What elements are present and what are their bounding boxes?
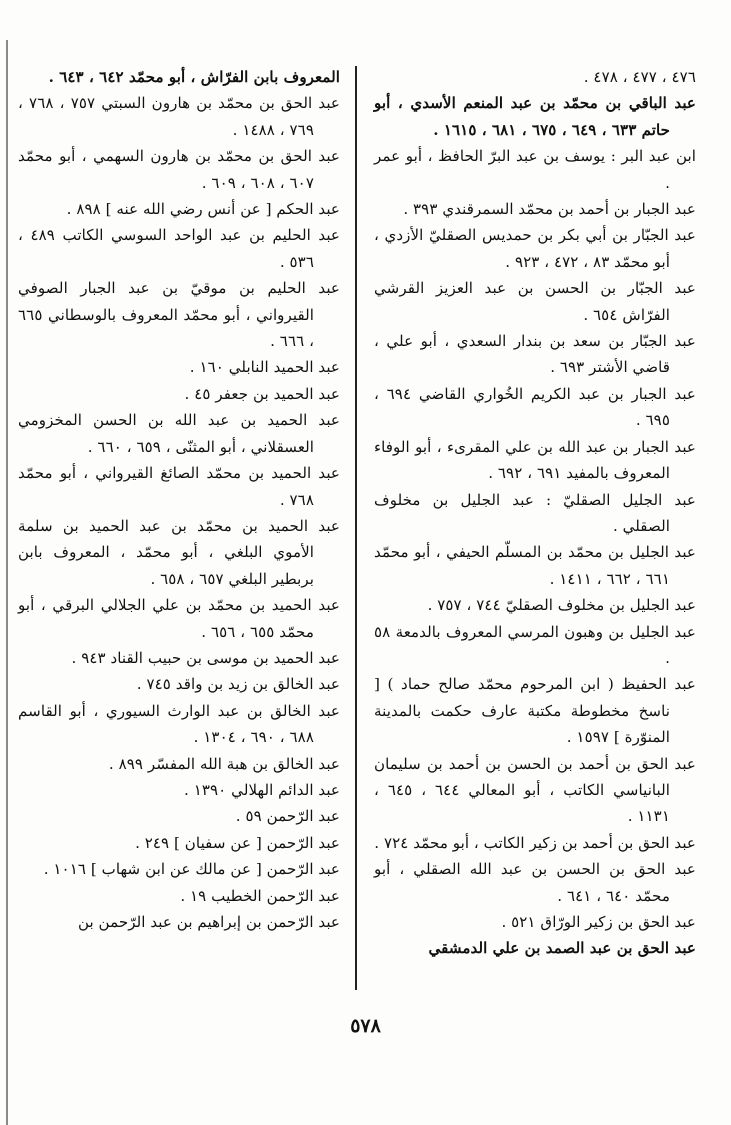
index-entry: عبد الرّحمن الخطيب ١٩ .	[180, 886, 340, 905]
index-entry: عبد الرّحمن ٥٩ .	[235, 807, 340, 826]
index-entry: عبد الحق بن محمّد بن هارون السهمي ، أبو محمّد ٦٠٧ ، ٦٠٨ ، ٦٠٩ .	[18, 147, 340, 192]
index-entry: عبد الجليل بن محمّد بن المسلّم الحيفي ، أبو محمّد ٦٦١ ، ٦٦٢ ، ١٤١١ .	[374, 543, 696, 588]
index-entry: عبد الجبار بن عبد الكريم الخُواري القاضي ٦٩٤ ، ٦٩٥ .	[374, 384, 696, 430]
index-entry: عبد الخالق بن زيد بن واقد ٧٤٥ .	[136, 675, 340, 694]
index-entry: عبد الخالق بن هبة الله المفسّر ٨٩٩ .	[108, 754, 340, 773]
index-entry: المعروف بابن الفرّاش ، أبو محمّد ٦٤٢ ، ٦٤٣ .	[48, 68, 340, 86]
index-entry: عبد الحميد بن جعفر ٤٥ .	[184, 384, 340, 403]
index-entry: عبد الحق بن أحمد بن الحسن بن أحمد بن سليمان البانياسي الكاتب ، أبو المعالي ٦٤٤ ، ٦٤٥ ، ١١٣١ .	[374, 754, 696, 826]
index-entry: عبد الجبّار بن الحسن بن عبد العزيز القرشي الفرّاش ٦٥٤ .	[374, 279, 696, 324]
index-entry: عبد الجليل بن مخلوف الصقليّ ٧٤٤ ، ٧٥٧ .	[427, 596, 696, 615]
index-entry: عبد الباقي بن محمّد بن عبد المنعم الأسدي ، أبو حاتم ٦٣٣ ، ٦٤٩ ، ٦٧٥ ، ٦٨١ ، ١٦١٥ .	[374, 94, 696, 139]
index-entry: عبد الحق بن عبد الصمد بن علي الدمشقي	[428, 939, 696, 958]
index-entry: عبد الحق بن الحسن بن عبد الله الصقلي ، أبو محمّد ٦٤٠ ، ٦٤١ .	[374, 860, 696, 905]
index-entry: عبد الحميد بن محمّد بن عبد الحميد بن سلمة الأموي البلغي ، أبو محمّد ، المعروف بابن بربطير البلغي ٦٥٧ ، ٦٥٨ .	[18, 516, 340, 588]
index-entry: عبد الرّحمن [ عن سفيان ] ٢٤٩ .	[135, 833, 340, 852]
column-divider	[355, 66, 357, 990]
index-entry: عبد الحميد بن محمّد بن علي الجلالي البرقي ، أبو محمّد ٦٥٥ ، ٦٥٦ .	[18, 596, 340, 641]
index-entry: عبد الحفيظ ( ابن المرحوم محمّد صالح حماد ) [ ناسخ مخطوطة مكتبة عارف حكمت بالمدينة المنوّرة ] ١٥٩٧ .	[374, 675, 696, 747]
index-entry: عبد الجبّار بن سعد بن بندار السعدي ، أبو علي ، قاضي الأشتر ٦٩٣ .	[374, 332, 696, 377]
index-entry: ٤٧٦ ، ٤٧٧ ، ٤٧٨ .	[583, 68, 696, 86]
index-entry: عبد الحليم بن عبد الواحد السوسي الكاتب ٤٨٩ ، ٥٣٦ .	[18, 226, 340, 271]
index-entry: عبد الرّحمن [ عن مالك عن ابن شهاب ] ١٠١٦ .	[43, 860, 340, 879]
index-column-right	[374, 64, 696, 962]
page-number: ٥٧٨	[350, 1015, 381, 1037]
index-entry: ابن عبد البر : يوسف بن عبد البرّ الحافظ ، أبو عمر .	[374, 147, 696, 192]
index-entry: عبد الحق بن أحمد بن زكير الكاتب ، أبو محمّد ٧٢٤ .	[374, 833, 696, 852]
index-entry: عبد الحق بن زكير الورّاق ٥٢١ .	[501, 913, 696, 931]
index-column-left	[18, 64, 340, 935]
index-entry: عبد الحميد بن محمّد الصائغ القيرواني ، أبو محمّد ٧٦٨ .	[18, 464, 340, 509]
index-entry: عبد الجليل الصقليّ : عبد الجليل بن مخلوف الصقلي .	[374, 490, 696, 535]
index-entry: عبد الدائم الهلالي ١٣٩٠ .	[184, 780, 340, 799]
index-entry: عبد الحق بن محمّد بن هارون السبتي ٧٥٧ ، ٧٦٨ ، ٧٦٩ ، ١٤٨٨ .	[18, 94, 340, 139]
index-entry: عبد الحميد النابلي ١٦٠ .	[189, 358, 340, 377]
index-entry: عبد الحميد بن موسى بن حبيب القناد ٩٤٣ .	[71, 648, 340, 667]
index-entry: عبد الحكم [ عن أنس رضي الله عنه ] ٨٩٨ .	[66, 200, 340, 219]
index-entry: عبد الجبار بن أحمد بن محمّد السمرقندي ٣٩٣ .	[403, 200, 696, 219]
scan-edge-line	[6, 40, 8, 1125]
index-entry: عبد الحليم بن موقيّ بن عبد الجبار الصوفي القيرواني ، أبو محمّد المعروف بالوسطاني ٦٦٥ ، ٦٦٦ .	[18, 279, 340, 351]
index-entry: عبد الخالق بن عبد الوارث السيوري ، أبو القاسم ٦٨٨ ، ٦٩٠ ، ١٣٠٤ .	[18, 701, 340, 747]
index-entry: عبد الجليل بن وهبون المرسي المعروف بالدمعة ٥٨ .	[374, 622, 696, 667]
index-entry: عبد الرّحمن بن إبراهيم بن عبد الرّحمن بن	[77, 913, 340, 931]
index-entry: عبد الجبّار بن أبي بكر بن حمديس الصقليّ الأزدي ، أبو محمّد ٨٣ ، ٤٧٢ ، ٩٢٣ .	[374, 226, 696, 271]
index-entry: عبد الحميد بن عبد الله بن الحسن المخزومي العسقلاني ، أبو المثنّى ، ٦٥٩ ، ٦٦٠ .	[18, 411, 340, 456]
index-entry: عبد الجبار بن عبد الله بن علي المقرىء ، أبو الوفاء المعروف بالمفيد ٦٩١ ، ٦٩٢ .	[374, 437, 696, 483]
